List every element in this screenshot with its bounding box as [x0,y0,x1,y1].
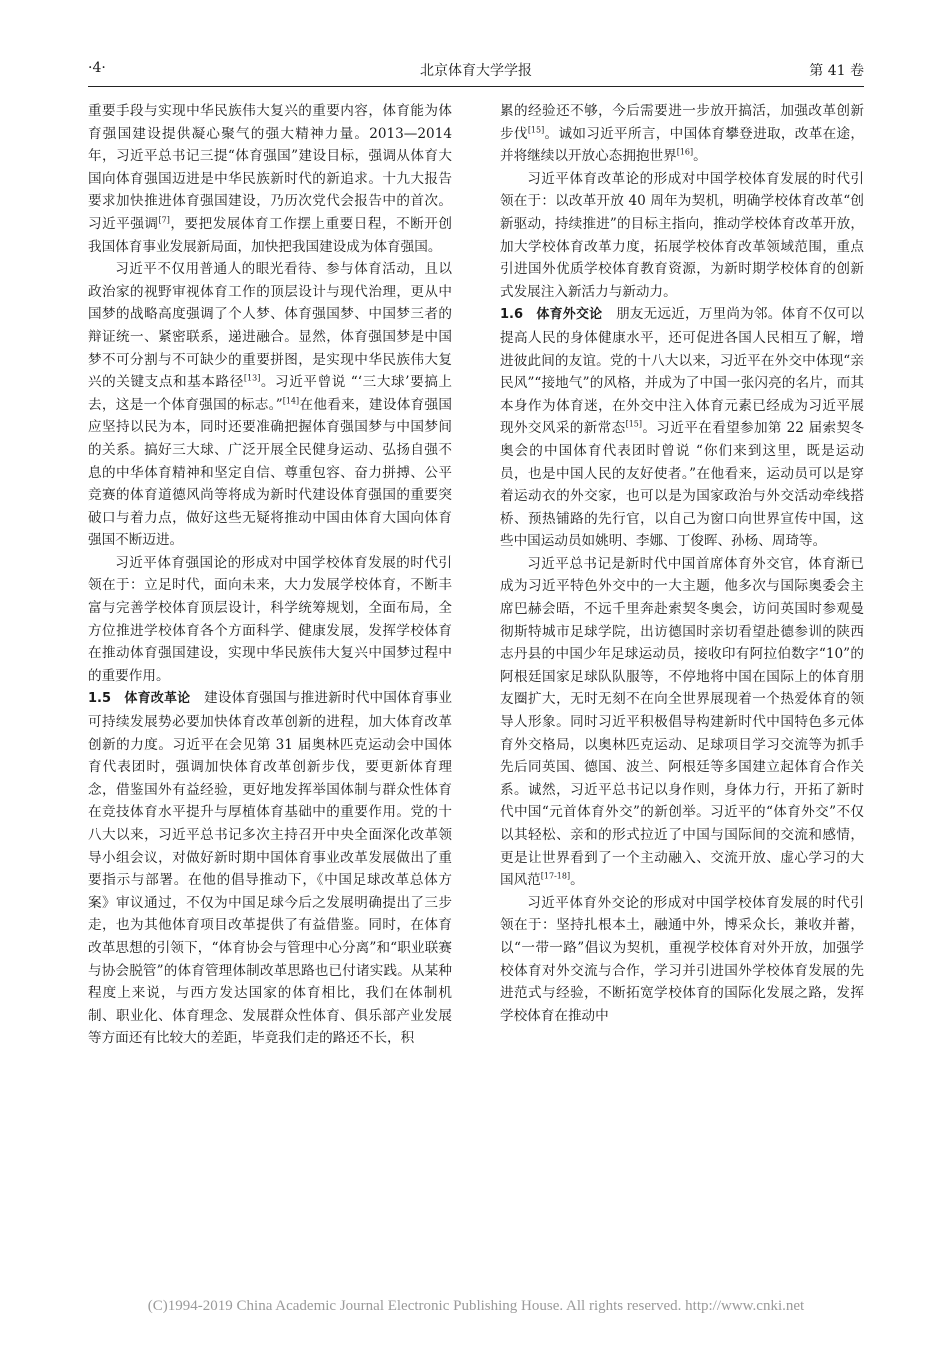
section-heading: 1.6 体育外交论 [500,307,603,323]
paragraph: 重要手段与实现中华民族伟大复兴的重要内容，体育能为体育强国建设提供凝心聚气的强大精神力量。2013—2014 年，习近平总书记三提“体育强国”建设目标，强调从体育大国向体育强国迈进是中华民族新时代的新追求。十九大报告要求加快推进体育强国建设，乃历次党代会报告中的首次。习近平强调[7]，要把发展体育工作摆上重要日程，不断开创我国体育事业发展新局面，加快把我国建设成为体育强国。 [88,103,452,255]
paragraph: 习近平不仅用普通人的眼光看待、参与体育活动，且以政治家的视野审视体育工作的顶层设计与现代治理，更从中国梦的战略高度强调了个人梦、体育强国梦、中国梦三者的辩证统一、紧密联系，递进融合。显然，体育强国梦是中国梦不可分割与不可缺少的重要拼图，是实现中华民族伟大复兴的关键支点和基本路径[13]。习近平曾说 “‘三大球’要搞上去，这是一个体育强国的标志。”[14]在他看来，建设体育强国应坚持以民为本，同时还要准确把握体育强国梦与中国梦间的关系。搞好三大球、广泛开展全民健身运动、弘扬自强不息的中华体育精神和坚定自信、尊重包容、奋力拼搏、公平竞赛的体育道德风尚等将成为新时代建设体育强国的重要突破口与着力点，做好这些无疑将推动中国由体育大国向体育强国不断迈进。 [88,261,453,549]
section-heading: 1.5 体育改革论 [88,691,191,707]
page-number: ·4· [88,60,106,76]
section-1-6: 1.6 体育外交论 朋友无远近，万里尚为邻。体育不仅可以提高人民的身体健康水平，还可促进各国人民相互了解，增进彼此间的友谊。党的十八大以来，习近平在外交中体现“亲民风”“接地气”的风格，并成为了中国一张闪亮的名片，而其本身作为体育迷，在外交中注入体育元素已经成为习近平展现外交风采的新常态[15]。习近平在看望参加第 22 届索契冬奥会的中国体育代表团时曾说 “你们来到这里，既是运动员，也是中国人民的友好使者。”在他看来，运动员可以是穿着运动衣的外交家，也可以是为国家政治与外交活动牵线搭桥、预热铺路的先行官，以自己为窗口向世界宣传中国，这些中国运动员如姚明、李娜、丁俊晖、孙杨、周琦等。 [500,306,864,550]
citation: [14] [282,396,300,406]
copyright-footer: (C)1994-2019 China Academic Journal Electronic Publishing House. All rights reserved. http://www.cnki.net [147,1298,805,1314]
section-1-5: 1.5 体育改革论 建设体育强国与推进新时代中国体育事业可持续发展势必要加快体育改革创新的进程，加大体育改革创新的力度。习近平在会见第 31 届奥林匹克运动会中国体育代表团时，强调加快体育改革创新步伐，要更新体育理念，借鉴国外有益经验，更好地发挥举国体制与群众性体育在竞技体育水平提升与厚植体育基础中的重要作用。党的十八大以来，习近平总书记多次主持召开中央全面深化改革领导小组会议，对做好新时期中国体育事业改革发展做出了重要指示与部署。在他的倡导推动下，《中国足球改革总体方案》审议通过，不仅为中国足球今后之发展明确提出了三步走，也为其他体育项目改革提供了有益借鉴。同时，在体育改革思想的引领下，“体育协会与管理中心分离”和“职业联赛与协会脱管”的体育管理体制改革思路也已付诸实践。从某种程度上来说，与西方发达国家的体育相比，我们在体制机制、职业化、体育理念、发展群众性体育、俱乐部产业发展等方面还有比较大的差距，毕竟我们走的路还不长，积 [88,690,452,1047]
volume-label: 第 41 卷 [809,63,864,79]
citation: [7] [158,215,170,225]
citation: [16] [676,147,694,157]
running-header [88,58,864,87]
paragraph: 习近平体育强国论的形成对中国学校体育发展的时代引领在于：立足时代，面向未来，大力发展学校体育，不断丰富与完善学校体育顶层设计，科学统筹规划，全面布局，全方位推进学校体育各个方面科学、健康发展，发挥学校体育在推动体育强国建设，实现中华民族伟大复兴中国梦过程中的重要作用。 [88,554,452,684]
paragraph: 习近平体育外交论的形成对中国学校体育发展的时代引领在于：坚持扎根本土，融通中外，博采众长，兼收并蓄，以“一带一路”倡议为契机，重视学校体育对外开放，加强学校体育对外交流与合作，学习并引进国外学校体育发展的先进范式与经验，不断拓宽学校体育的国际化发展之路，发挥学校体育在推动中 [500,894,864,1024]
right-column [500,100,864,1027]
paragraph: 习近平总书记是新时代中国首席体育外交官，体育渐已成为习近平特色外交中的一大主题，他多次与国际奥委会主席巴赫会晤，不远千里奔赴索契冬奥会，访问英国时参观曼彻斯特城市足球学院，出访德国时亲切看望赴德参训的陕西志丹县的中国少年足球运动员，接收印有阿拉伯数字“10”的阿根廷国家足球队队服等，不停地将中国在国际上的体育朋友圈扩大，无时无刻不在向全世界展现着一个热爱体育的领导人形象。同时习近平积极倡导构建新时代中国特色多元体育外交格局，以奥林匹克运动、足球项目学习交流等为抓手先后同英国、德国、波兰、阿根廷等多国建立起体育合作关系。诚然，习近平总书记以身作则，身体力行，开拓了新时代中国“元首体育外交”的新创举。习近平的“体育外交”不仅以其轻松、亲和的形式拉近了中国与国际间的交流和感情，更是让世界看到了一个主动融入、交流开放、虚心学习的大国风范[17-18]。 [500,555,864,889]
citation: [13] [243,373,261,383]
paragraph: 习近平体育改革论的形成对中国学校体育发展的时代引领在于：以改革开放 40 周年为契机，明确学校体育改革“创新驱动，持续推进”的目标主指向，推动学校体育改革开放，加大学校体育改革力度，拓展学校体育改革领域范围，重点引进国外优质学校体育教育资源，为新时期学校体育的创新式发展注入新活力与新动力。 [500,170,864,300]
paragraph: 累的经验还不够，今后需要进一步放开搞活，加强改革创新步伐[15]。诚如习近平所言，中国体育攀登进取，改革在途，并将继续以开放心态拥抱世界[16]。 [500,103,865,165]
citation: [17-18] [540,871,571,881]
left-column [88,100,452,1050]
citation: [15] [527,125,545,135]
journal-title: 北京体育大学学报 [420,63,532,79]
citation: [15] [625,419,642,429]
